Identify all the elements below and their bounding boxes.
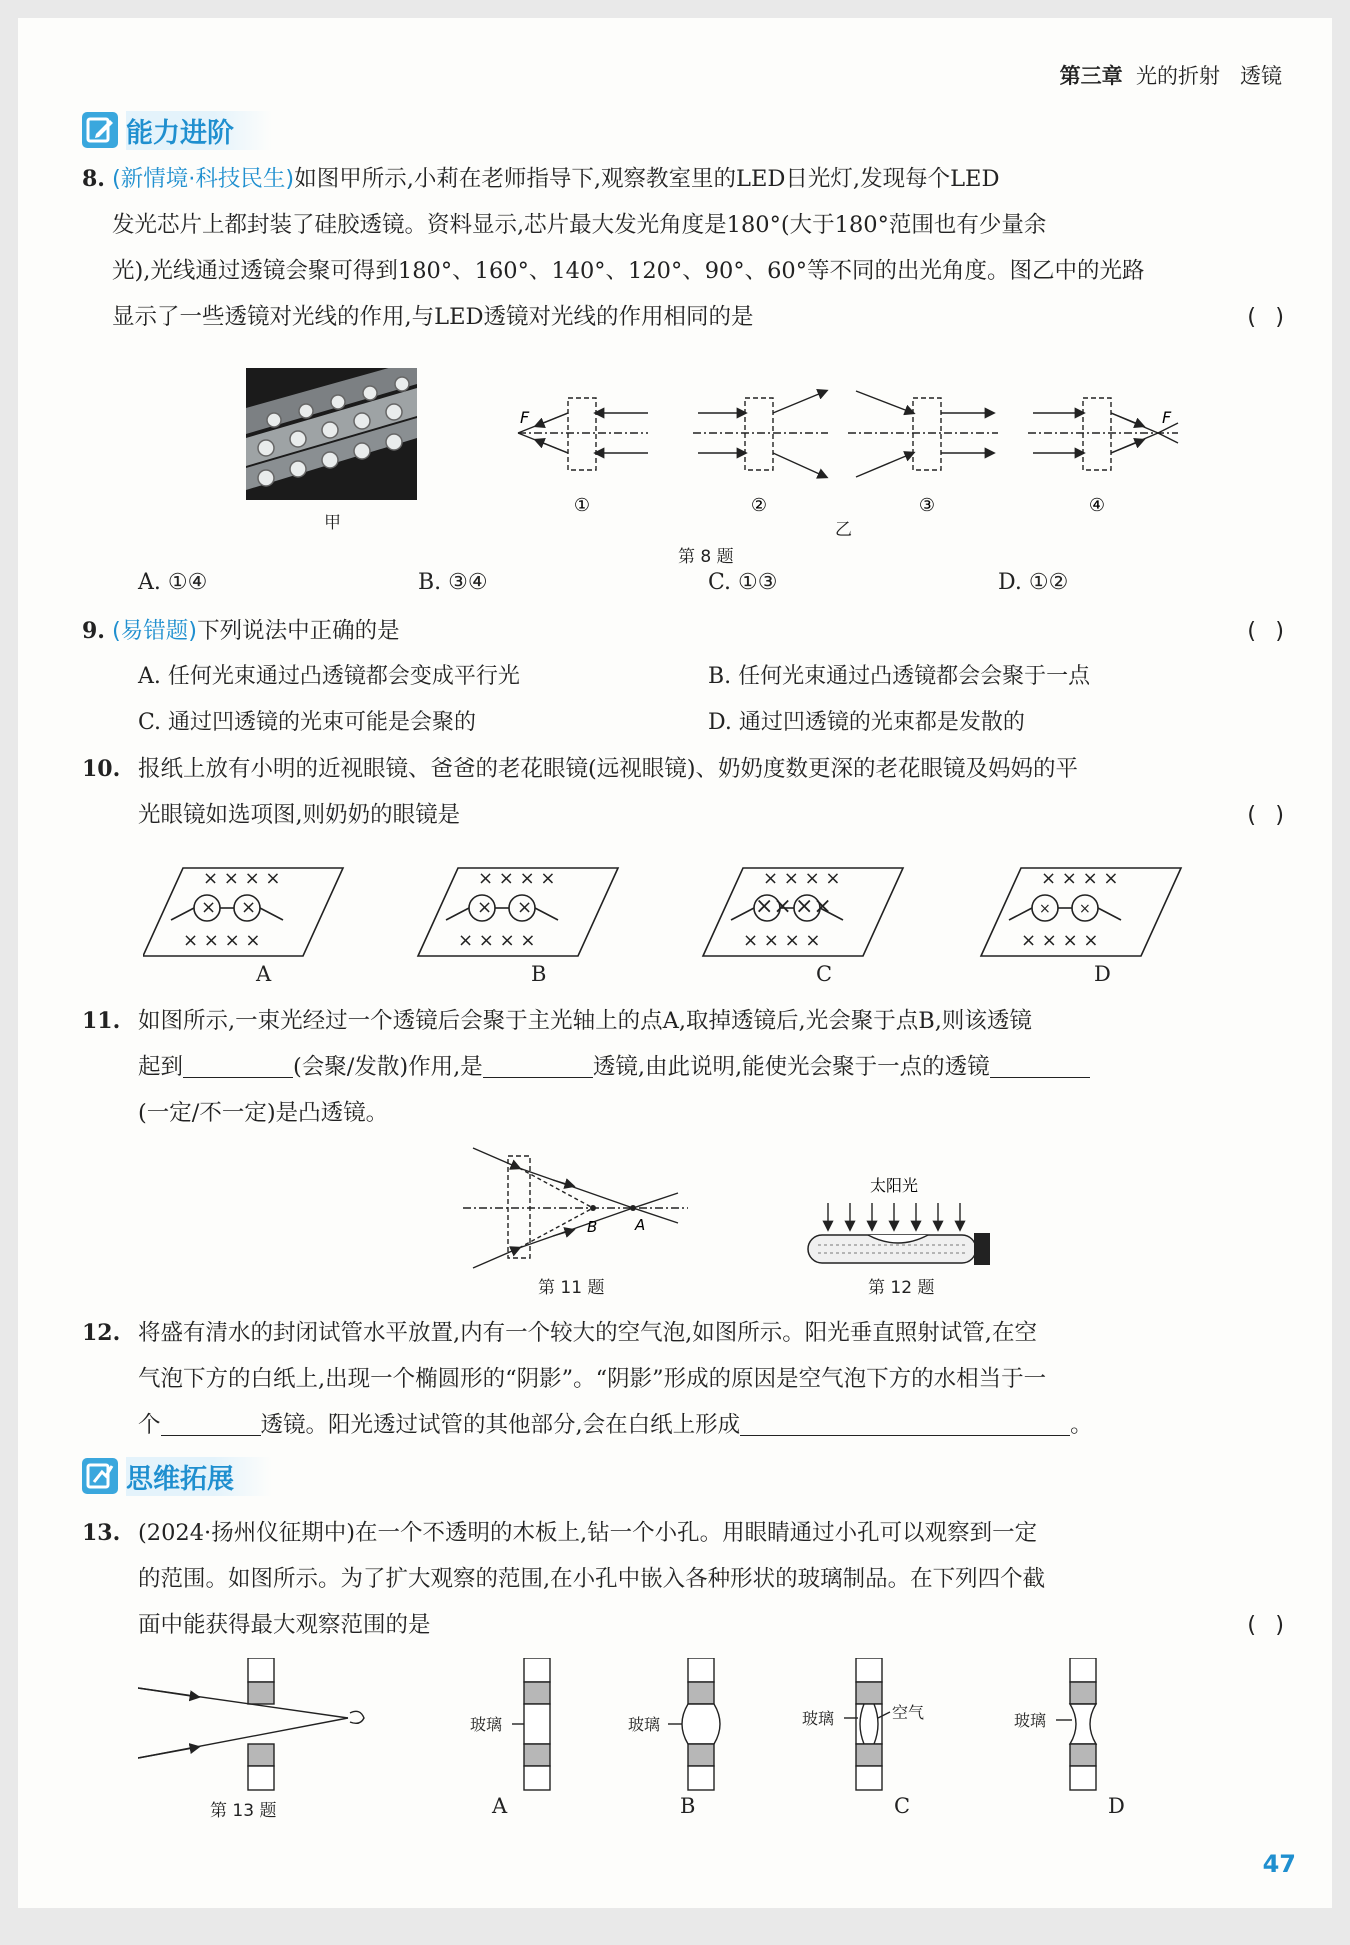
q13-line-3: 面中能获得最大观察范围的是 — [138, 1612, 431, 1638]
q8-line-4: 显示了一些透镜对光线的作用,与LED透镜对光线的作用相同的是 — [112, 304, 754, 330]
q13-line-1: (2024·扬州仪征期中)在一个不透明的木板上,钻一个小孔。用眼睛通过小孔可以观察到一定 — [138, 1520, 1038, 1546]
point-b-label: B — [587, 1218, 598, 1236]
q8-lens-diagrams — [498, 373, 1198, 523]
svg-text:⨯⨯: ⨯⨯ — [795, 894, 832, 919]
svg-text:×: × — [477, 897, 493, 918]
q10-line-2: 光眼镜如选项图,则奶奶的眼镜是 — [138, 802, 461, 828]
q9-option-d[interactable]: D. 通过凹透镜的光束都是发散的 — [708, 710, 1025, 735]
chapter-title: 光的折射 透镜 — [1135, 64, 1282, 88]
q10-label-d: D — [1094, 962, 1111, 986]
section-heading-thinking — [82, 1454, 272, 1498]
q8-option-b[interactable]: B. ③④ — [418, 570, 488, 595]
q8-line-2: 发光芯片上都封装了硅胶透镜。资料显示,芯片最大发光角度是180°(大于180°范围也有少量余 — [112, 212, 1047, 238]
q9-option-a[interactable]: A. 任何光束通过凸透镜都会变成平行光 — [138, 664, 520, 689]
glass-label-c: 玻璃 — [802, 1709, 835, 1728]
q12-blank-1[interactable] — [161, 1409, 261, 1436]
q11-text-2b: (会聚/发散)作用,是 — [293, 1054, 483, 1080]
q13-figures — [138, 1658, 1218, 1808]
glass-label-d: 玻璃 — [1014, 1711, 1047, 1730]
q8-line-1 — [112, 156, 1000, 202]
q9-option-c[interactable]: C. 通过凹透镜的光束可能是会聚的 — [138, 710, 477, 735]
svg-text:×: × — [241, 897, 257, 918]
svg-text:× × × ×: × × × × — [203, 868, 281, 889]
sun-label: 太阳光 — [870, 1176, 919, 1195]
page-number: 47 — [1262, 1850, 1296, 1878]
q12-number: 12. — [82, 1320, 121, 1346]
q12-line-1: 将盛有清水的封闭试管水平放置,内有一个较大的空气泡,如图所示。阳光垂直照射试管,在空 — [138, 1320, 1037, 1346]
running-header — [1060, 60, 1282, 90]
q8-text-1: 如图甲所示,小莉在老师指导下,观察教室里的LED日光灯,发现每个LED — [294, 166, 1000, 192]
q10-answer-parens: ( ) — [1247, 802, 1290, 828]
svg-text:×: × — [517, 897, 533, 918]
q9-option-b[interactable]: B. 任何光束通过凸透镜都会会聚于一点 — [708, 664, 1091, 689]
pencil-note-icon — [82, 112, 118, 148]
q12-text-3b: 透镜。阳光透过试管的其他部分,会在白纸上形成 — [260, 1412, 741, 1438]
q11-blank-2[interactable] — [483, 1051, 593, 1078]
q12-text-3a: 个 — [138, 1412, 161, 1438]
q13-label-a: A — [492, 1794, 508, 1818]
svg-text:× × × ×: × × × × — [1021, 930, 1099, 951]
q10-label-b: B — [531, 962, 547, 986]
q11-line-2 — [138, 1044, 1090, 1090]
svg-text:× × × ×: × × × × — [183, 930, 261, 951]
fig-jia-label: 甲 — [324, 513, 341, 533]
q11-blank-1[interactable] — [183, 1051, 293, 1078]
fig-label-3: ③ — [918, 495, 936, 516]
q10-label-a: A — [256, 962, 272, 986]
fig-yi-label: 乙 — [835, 520, 852, 540]
air-label-c: 空气 — [892, 1703, 925, 1722]
focus-label-1: F — [520, 408, 530, 427]
q8-number: 8. — [82, 166, 105, 192]
q8-caption: 第 8 题 — [678, 547, 734, 567]
q13-line-2: 的范围。如图所示。为了扩大观察的范围,在小孔中嵌入各种形状的玻璃制品。在下列四个截 — [138, 1566, 1046, 1592]
svg-text:×: × — [201, 897, 217, 918]
q13-answer-parens: ( ) — [1247, 1612, 1290, 1638]
section-heading-ability — [82, 108, 272, 152]
point-a-label: A — [635, 1216, 646, 1234]
q8-option-a[interactable]: A. ①④ — [138, 570, 208, 595]
q13-label-d: D — [1108, 1794, 1125, 1818]
q11-line-1: 如图所示,一束光经过一个透镜后会聚于主光轴上的点A,取掉透镜后,光会聚于点B,则该透镜 — [138, 1008, 1032, 1034]
q11-figure — [463, 1138, 693, 1278]
q13-label-b: B — [680, 1794, 696, 1818]
q11-blank-3[interactable] — [990, 1051, 1090, 1078]
q10-glasses-figures — [143, 848, 1223, 988]
q12-figure — [798, 1173, 998, 1273]
fig-label-2: ② — [750, 495, 768, 516]
glass-label-a: 玻璃 — [470, 1715, 503, 1734]
section-title: 能力进阶 — [126, 111, 272, 150]
q12-line-2: 气泡下方的白纸上,出现一个椭圆形的“阴影”。“阴影”形成的原因是空气泡下方的水相当于一 — [138, 1366, 1047, 1392]
q11-caption: 第 11 题 — [538, 1278, 605, 1298]
chapter-number: 第三章 — [1059, 64, 1123, 88]
svg-text:× × × ×: × × × × — [458, 930, 536, 951]
q13-label-c: C — [894, 1794, 911, 1818]
q9-answer-parens: ( ) — [1247, 618, 1290, 644]
q11-text-2a: 起到 — [138, 1054, 184, 1080]
q13-number: 13. — [82, 1520, 121, 1546]
q13-caption: 第 13 题 — [210, 1801, 277, 1821]
led-strip-photo — [246, 368, 417, 500]
fig-label-4: ④ — [1088, 495, 1106, 516]
q9-text: 下列说法中正确的是 — [197, 618, 400, 644]
q8-answer-parens: ( ) — [1247, 304, 1290, 330]
glass-label-b: 玻璃 — [628, 1715, 661, 1734]
svg-text:× × × ×: × × × × — [743, 930, 821, 951]
q9-number: 9. — [82, 618, 105, 644]
q9-tag: (易错题) — [112, 618, 198, 644]
svg-text:× × × ×: × × × × — [478, 868, 556, 889]
q9-stem — [112, 608, 400, 654]
svg-text:×: × — [1039, 901, 1051, 917]
q8-line-3: 光),光线通过透镜会聚可得到180°、160°、140°、120°、90°、60°等不同的出光角度。图乙中的光路 — [112, 258, 1145, 284]
expand-note-icon — [82, 1458, 118, 1494]
textbook-page — [18, 18, 1332, 1908]
q8-option-d[interactable]: D. ①② — [998, 570, 1069, 595]
svg-text:⨯⨯: ⨯⨯ — [755, 894, 792, 919]
q12-caption: 第 12 题 — [868, 1278, 935, 1298]
svg-text:× × × ×: × × × × — [763, 868, 841, 889]
q8-tag: (新情境·科技民生) — [112, 166, 295, 192]
q11-number: 11. — [82, 1008, 121, 1034]
svg-text:× × × ×: × × × × — [1041, 868, 1119, 889]
q12-text-3c: 。 — [1070, 1412, 1093, 1438]
q10-line-1: 报纸上放有小明的近视眼镜、爸爸的老花眼镜(远视眼镜)、奶奶度数更深的老花眼镜及妈妈的平 — [138, 756, 1079, 782]
q12-blank-2[interactable] — [740, 1409, 1070, 1436]
q11-text-2c: 透镜,由此说明,能使光会聚于一点的透镜 — [592, 1054, 990, 1080]
q10-label-c: C — [816, 962, 833, 986]
section-title: 思维拓展 — [126, 1457, 272, 1496]
fig-label-1: ① — [573, 495, 591, 516]
svg-text:×: × — [1079, 901, 1091, 917]
q11-line-3: (一定/不一定)是凸透镜。 — [138, 1100, 389, 1126]
q10-number: 10. — [82, 756, 121, 782]
q8-option-c[interactable]: C. ①③ — [708, 570, 778, 595]
q12-line-3 — [138, 1402, 1093, 1448]
focus-label-4: F — [1162, 408, 1172, 427]
